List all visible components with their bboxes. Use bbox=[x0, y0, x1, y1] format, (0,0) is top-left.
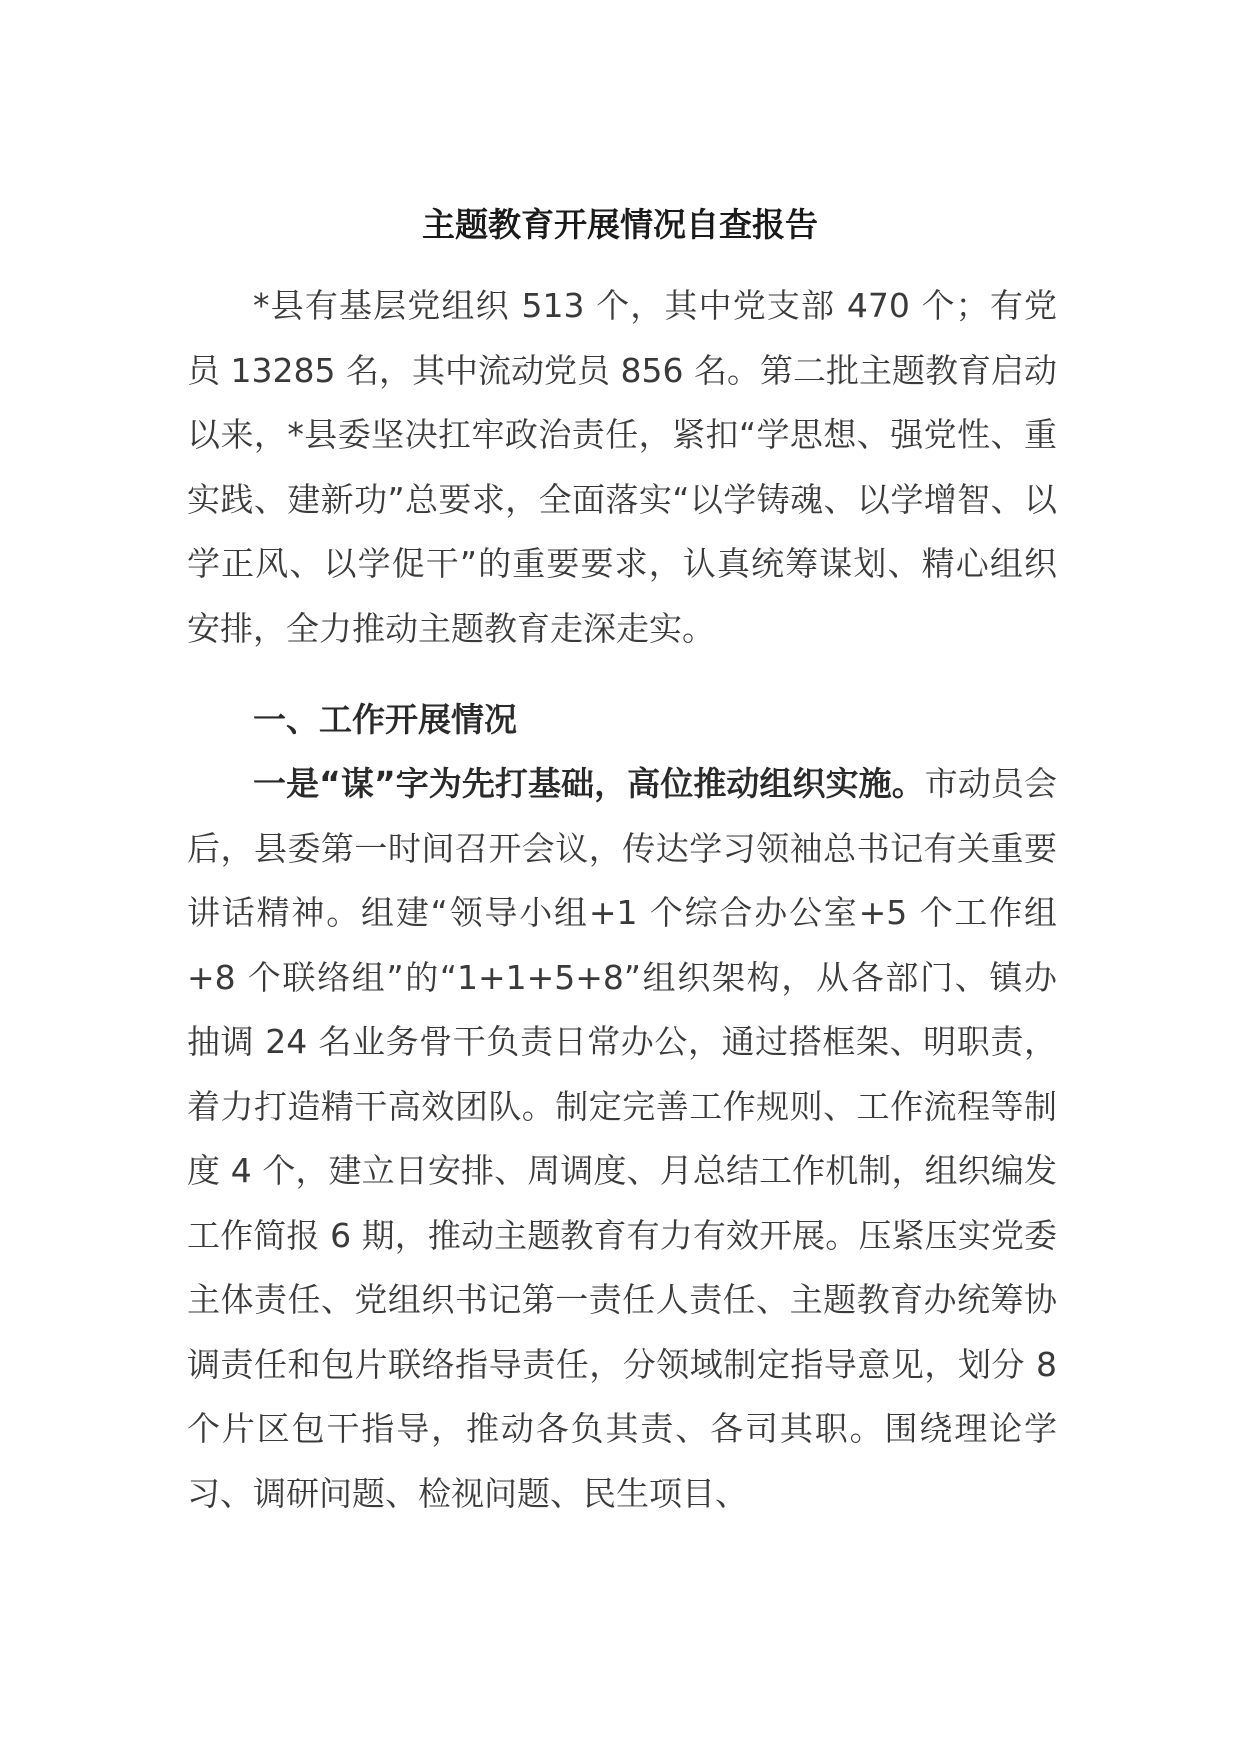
intro-paragraph: *县有基层党组织 513 个，其中党支部 470 个；有党员 13285 名，其中流动党员 856 名。第二批主题教育启动以来，*县委坚决扛牢政治责任，紧扣“学思想、强党性、重实践、建新功”总要求，全面落实“以学铸魂、以学增智、以学正风、以学促干”的重要要求，认真统筹谋划、精心组织安排，全力推动主题教育走深走实。 bbox=[187, 286, 1057, 648]
paragraph-body-text: 市动员会后，县委第一时间召开会议，传达学习领袖总书记有关重要讲话精神。组建“领导小组+1 个综合办公室+5 个工作组+8 个联络组”的“1+1+5+8”组织架构，从各部门、镇办抽调 24 名业务骨干负责日常办公，通过搭框架、明职责，着力打造精干高效团队。制定完善工作规则、工作流程等制度 4 个，建立日安排、周调度、月总结工作机制，组织编发工作简报 6 期，推动主题教育有力有效开展。压紧压实党委主体责任、党组织书记第一责任人责任、主题教育办统筹协调责任和包片联络指导责任，分领域制定指导意见，划分 8 个片区包干指导，推动各负其责、各司其职。围绕理论学习、调研问题、检视问题、民生项目、 bbox=[187, 764, 1057, 1513]
document-title: 主题教育开展情况自查报告 bbox=[422, 205, 818, 244]
body-paragraph-one bbox=[187, 752, 1057, 1526]
paragraph-lead-sentence: 一是“谋”字为先打基础，高位推动组织实施。 bbox=[253, 764, 925, 803]
section-heading: 一、工作开展情况 bbox=[253, 700, 517, 739]
